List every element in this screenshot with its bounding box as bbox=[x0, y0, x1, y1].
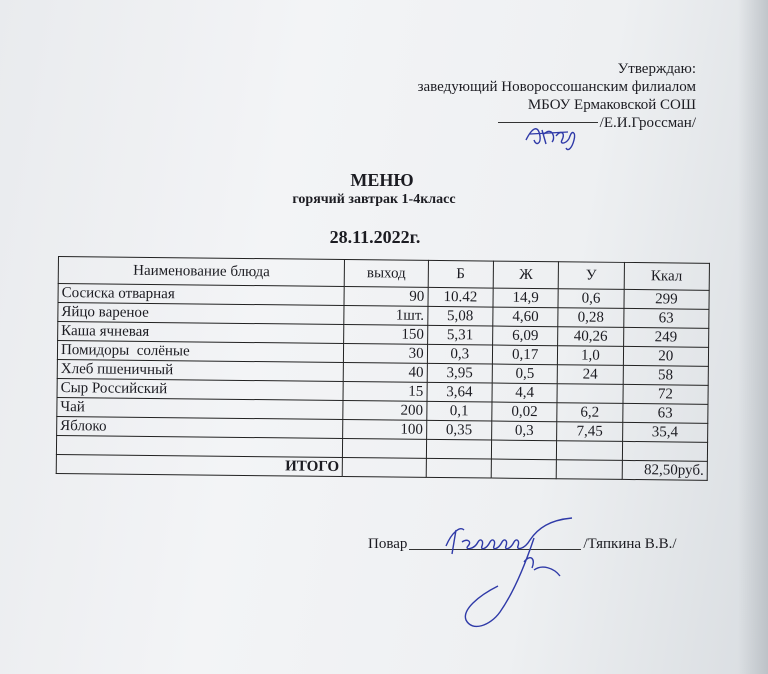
total-empty-cell bbox=[426, 458, 491, 478]
cell-kcal: 72 bbox=[623, 384, 709, 404]
total-empty-cell bbox=[343, 457, 427, 477]
cell-carbs: 0,28 bbox=[558, 308, 623, 328]
cell-fat: 0,02 bbox=[492, 402, 557, 422]
cell-protein: 3,95 bbox=[427, 363, 492, 383]
cell-carbs: 0,6 bbox=[558, 289, 623, 309]
cell-dish-name: Каша ячневая bbox=[58, 322, 344, 344]
cell-protein bbox=[426, 439, 491, 459]
cell-dish-name: Яйцо вареное bbox=[58, 303, 344, 325]
cell-carbs: 40,26 bbox=[558, 327, 623, 347]
cell-fat: 6,09 bbox=[493, 326, 558, 346]
page-title: МЕНЮ bbox=[350, 170, 414, 190]
cell-protein: 10.42 bbox=[428, 287, 493, 307]
cell-portion: 200 bbox=[343, 400, 427, 420]
cell-fat: 0,3 bbox=[492, 421, 557, 441]
cell-carbs bbox=[557, 384, 622, 404]
cell-carbs: 7,45 bbox=[557, 422, 622, 442]
header-portion: выход bbox=[345, 260, 429, 288]
cell-portion: 1шт. bbox=[344, 306, 428, 326]
total-empty-cell bbox=[491, 459, 556, 479]
approval-line-1: Утверждаю: bbox=[617, 61, 696, 77]
cell-portion: 100 bbox=[343, 419, 427, 439]
cell-protein: 0,3 bbox=[427, 344, 492, 364]
cell-carbs: 1,0 bbox=[558, 346, 623, 366]
header-fat: Ж bbox=[493, 261, 559, 289]
cell-kcal: 58 bbox=[623, 365, 709, 385]
cell-carbs bbox=[557, 441, 622, 461]
cell-fat: 0,17 bbox=[492, 345, 557, 365]
cell-kcal: 35,4 bbox=[622, 422, 708, 442]
cell-dish-name: Сыр Российский bbox=[57, 378, 343, 400]
cell-kcal: 249 bbox=[623, 327, 709, 347]
cell-portion: 30 bbox=[344, 343, 428, 363]
cook-signer: /Тяпкина В.В./ bbox=[583, 536, 677, 552]
cell-dish-name: Сосиска отварная bbox=[58, 284, 344, 306]
director-signature bbox=[522, 118, 592, 158]
menu-date: 28.11.2022г. bbox=[329, 227, 421, 247]
cell-portion: 150 bbox=[344, 324, 428, 344]
cell-fat: 14,9 bbox=[493, 288, 558, 308]
cell-protein: 3,64 bbox=[427, 382, 492, 402]
cell-dish-name: Хлеб пшеничный bbox=[57, 359, 343, 381]
total-label: ИТОГО bbox=[56, 454, 342, 476]
approval-signer: /Е.И.Гроссман/ bbox=[599, 115, 696, 131]
cell-kcal: 299 bbox=[624, 289, 710, 309]
cell-kcal: 63 bbox=[623, 308, 709, 328]
page-subtitle: горячий завтрак 1-4класс bbox=[292, 192, 456, 207]
header-kcal: Ккал bbox=[624, 262, 710, 290]
cell-portion: 15 bbox=[343, 381, 427, 401]
total-value: 82,50руб. bbox=[622, 460, 708, 480]
cell-fat: 4,4 bbox=[492, 383, 557, 403]
approval-line-3: МБОУ Ермаковской СОШ bbox=[527, 97, 696, 113]
cell-portion: 90 bbox=[344, 287, 428, 307]
cell-kcal: 20 bbox=[623, 346, 709, 366]
cell-carbs: 6,2 bbox=[557, 403, 622, 423]
approval-line-2: заведующий Новороссошанским филиалом bbox=[417, 79, 696, 95]
cell-fat bbox=[491, 440, 556, 460]
total-empty-cell bbox=[556, 460, 621, 480]
cell-kcal: 63 bbox=[622, 403, 708, 423]
header-protein: Б bbox=[428, 260, 494, 288]
header-carbs: У bbox=[558, 262, 624, 290]
page-edge-shadow bbox=[738, 0, 768, 674]
cell-protein: 0,1 bbox=[426, 401, 491, 421]
cell-portion bbox=[343, 438, 427, 458]
cook-label: Повар bbox=[368, 536, 408, 552]
cell-carbs: 24 bbox=[557, 365, 622, 385]
cook-signature bbox=[438, 512, 588, 634]
cell-fat: 4,60 bbox=[493, 307, 558, 327]
header-dish-name: Наименование блюда bbox=[58, 257, 345, 287]
cell-protein: 5,08 bbox=[427, 306, 492, 326]
cell-portion: 40 bbox=[344, 362, 428, 382]
cell-dish-name: Помидоры солёные bbox=[57, 341, 343, 363]
cell-kcal bbox=[622, 441, 708, 461]
menu-table bbox=[56, 256, 710, 481]
cell-dish-name: Чай bbox=[57, 397, 343, 419]
cell-protein: 0,35 bbox=[426, 420, 491, 440]
cell-fat: 0,5 bbox=[492, 364, 557, 384]
cell-protein: 5,31 bbox=[427, 325, 492, 345]
cell-dish-name: Яблоко bbox=[57, 416, 343, 438]
